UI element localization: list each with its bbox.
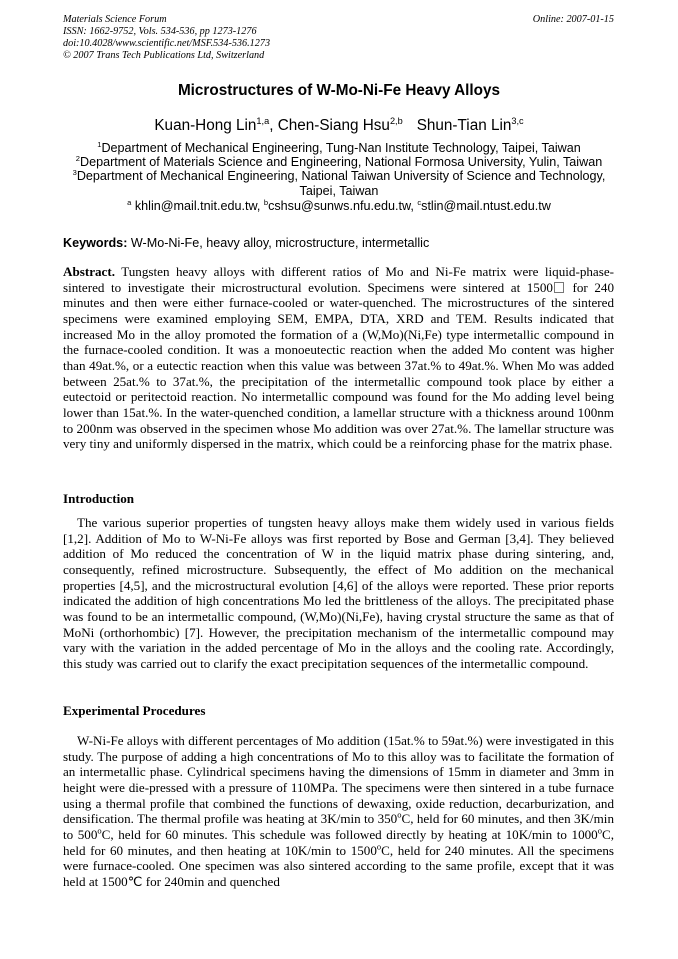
affiliation-sup: 3 <box>72 168 77 178</box>
affiliation-text: Department of Materials Science and Engineering, National Formosa University, Yulin, Taiwan <box>80 155 603 170</box>
affiliation <box>0 155 678 169</box>
experimental-paragraph <box>63 733 614 890</box>
degree-sup: o <box>376 841 382 852</box>
affiliation <box>0 169 678 183</box>
affiliation-sup: 2 <box>75 154 80 164</box>
affiliation <box>0 184 678 198</box>
paragraph-text: C, held for 60 minutes, and then heating at 10K/min to 1500 <box>63 826 614 858</box>
keywords-text: W-Mo-Ni-Fe, heavy alloy, microstructure, intermetallic <box>127 236 430 250</box>
paragraph-text: C, held for 240 minutes. All the specimens were furnace-cooled. One specimen was also sintered according to the same profile, except that it was held at 1500℃ for 240min and quenched <box>63 842 614 889</box>
introduction-paragraph: The various superior properties of tungsten heavy alloys make them widely used in various fields [1,2]. Addition of Mo to W-Ni-Fe alloys was first reported by Bose and German [3,4]. They believed addition of Mo reduced the concentration of W in the liquid matrix phase during sintering, and, consequently, refined microstructure. Subsequently, the effect of Mo addition on the mechanical properties [4,5], and the microstructural evolution [4,6] of the alloys were reported. These prior reports indicated the addition of high concentrations Mo led the brittleness of the alloys. The precipitated phase was found to be an intermetallic compound, (W,Mo)(Ni,Fe), having crystal structure the same as that of MoNi (orthorhombic) [7]. However, the precipitation mechanism of the intermetallic compound may vary with the variation in the added percentage of Mo in the alloys and the cooling rate. Accordingly, this study was carried out to clarify the exact precipitation sequences of the intermetallic compound. <box>63 515 614 671</box>
keywords-label: Keywords: <box>63 236 128 250</box>
email-sup: a <box>127 197 132 207</box>
affiliation-text: Department of Mechanical Engineering, National Taiwan University of Science and Technology, <box>76 169 606 184</box>
affiliation-text: Department of Mechanical Engineering, Tung-Nan Institute Technology, Taipei, Taiwan <box>101 141 581 155</box>
doi-line: doi:10.4028/www.scientific.net/MSF.534-536.1273 <box>63 38 271 49</box>
affiliations <box>0 141 678 198</box>
email-link[interactable]: stlin@mail.ntust.edu.tw <box>421 199 551 213</box>
paragraph-text: C, held for 60 minutes, and then 3K/min to 500 <box>63 811 614 842</box>
paper-title: Microstructures of W-Mo-Ni-Fe Heavy Alloys <box>177 82 501 99</box>
issn-line: ISSN: 1662-9752, Vols. 534-536, pp 1273-1276 <box>63 26 257 37</box>
abstract-label: Abstract. <box>63 264 115 279</box>
email-sup: b <box>263 197 269 207</box>
author-sep: , <box>269 117 278 134</box>
author-sup: 2,b <box>389 115 403 126</box>
abstract <box>63 264 614 452</box>
email-link[interactable]: khlin@mail.tnit.edu.tw, <box>131 199 264 213</box>
degree-sup: o <box>97 825 102 836</box>
email-link[interactable]: cshsu@sunws.nfu.edu.tw, <box>268 199 418 213</box>
email-sup: c <box>417 197 422 207</box>
degree-sup: o <box>397 809 402 820</box>
journal-name: Materials Science Forum <box>63 14 167 25</box>
degree-sup: o <box>597 825 602 836</box>
author-list <box>0 117 678 135</box>
author-name: Shun-Tian Lin <box>416 117 512 134</box>
keywords <box>63 236 429 250</box>
missing-glyph-icon <box>554 282 564 293</box>
journal-header <box>63 14 270 62</box>
section-heading-introduction: Introduction <box>63 491 135 506</box>
paragraph-text: W-Ni-Fe alloys with different percentages of Mo addition (15at.% to 59at.%) were investigated in this study. The purpose of adding a high concentrations of Mo to this alloy was to facilitate the formation of an intermetallic phase. Cylindrical specimens having the dimensions of 15mm in diameter and 3mm in height were die-pressed with a pressure of 110MPa. The specimens were then sintered in a tube furnace using a thermal profile that combined the functions of dewaxing, oxide reduction, decarburization, and densification. The thermal profile was heating at 3K/min to 350 <box>63 733 614 827</box>
author-emails <box>0 199 678 213</box>
author-name: Kuan-Hong Lin <box>154 117 257 134</box>
paragraph-text: C, held for 60 minutes. This schedule was followed directly by heating at 10K/min to 1000 <box>101 826 598 842</box>
online-date: Online: 2007-01-15 <box>532 14 614 25</box>
copyright-line: © 2007 Trans Tech Publications Ltd, Switzerland <box>63 50 265 61</box>
abstract-text: for 240 minutes and then were either furnace-cooled or water-quenched. The microstructures of the sintered specimens were examined employing SEM, EMPA, DTA, XRD and TEM. Results indicated that increased Mo in the alloy promoted the formation of a (W,Mo)(Ni,Fe) type intermetallic compound in the furnace-cooled condition. It was a monoeutectic reaction when the added Mo content was higher than 49at.%, or a eutectic reaction when this value was between 37at.% to 49at.%. When Mo was added between 25at.% to 37at.%, the precipitation of the intermetallic compound took place by either a eutectoid or peritectoid reaction. No intermetallic compound was found for the Mo adding level being lower than 15at.%. In the water-quenched condition, a lamellar structure with a thickness around 100nm to 200nm was observed in the specimen whose Mo addition was over 27at.%. The lamellar structure was very tiny and uniformly dispersed in the matrix, which could be a reinforcing phase for the matrix phase. <box>63 279 614 452</box>
author-sup: 3,c <box>511 115 524 126</box>
affiliation-text: Taipei, Taiwan <box>299 183 379 198</box>
affiliation-sup: 1 <box>97 139 102 149</box>
author-sup: 1,a <box>256 115 270 126</box>
affiliation <box>0 141 678 155</box>
section-heading-experimental: Experimental Procedures <box>63 703 206 718</box>
author-name: Chen-Siang Hsu <box>277 117 390 134</box>
abstract-text: Tungsten heavy alloys with different ratios of Mo and Ni-Fe matrix were liquid-phase-sintered to investigate their microstructural evolution. Specimens were sintered at 1500 <box>63 264 614 295</box>
